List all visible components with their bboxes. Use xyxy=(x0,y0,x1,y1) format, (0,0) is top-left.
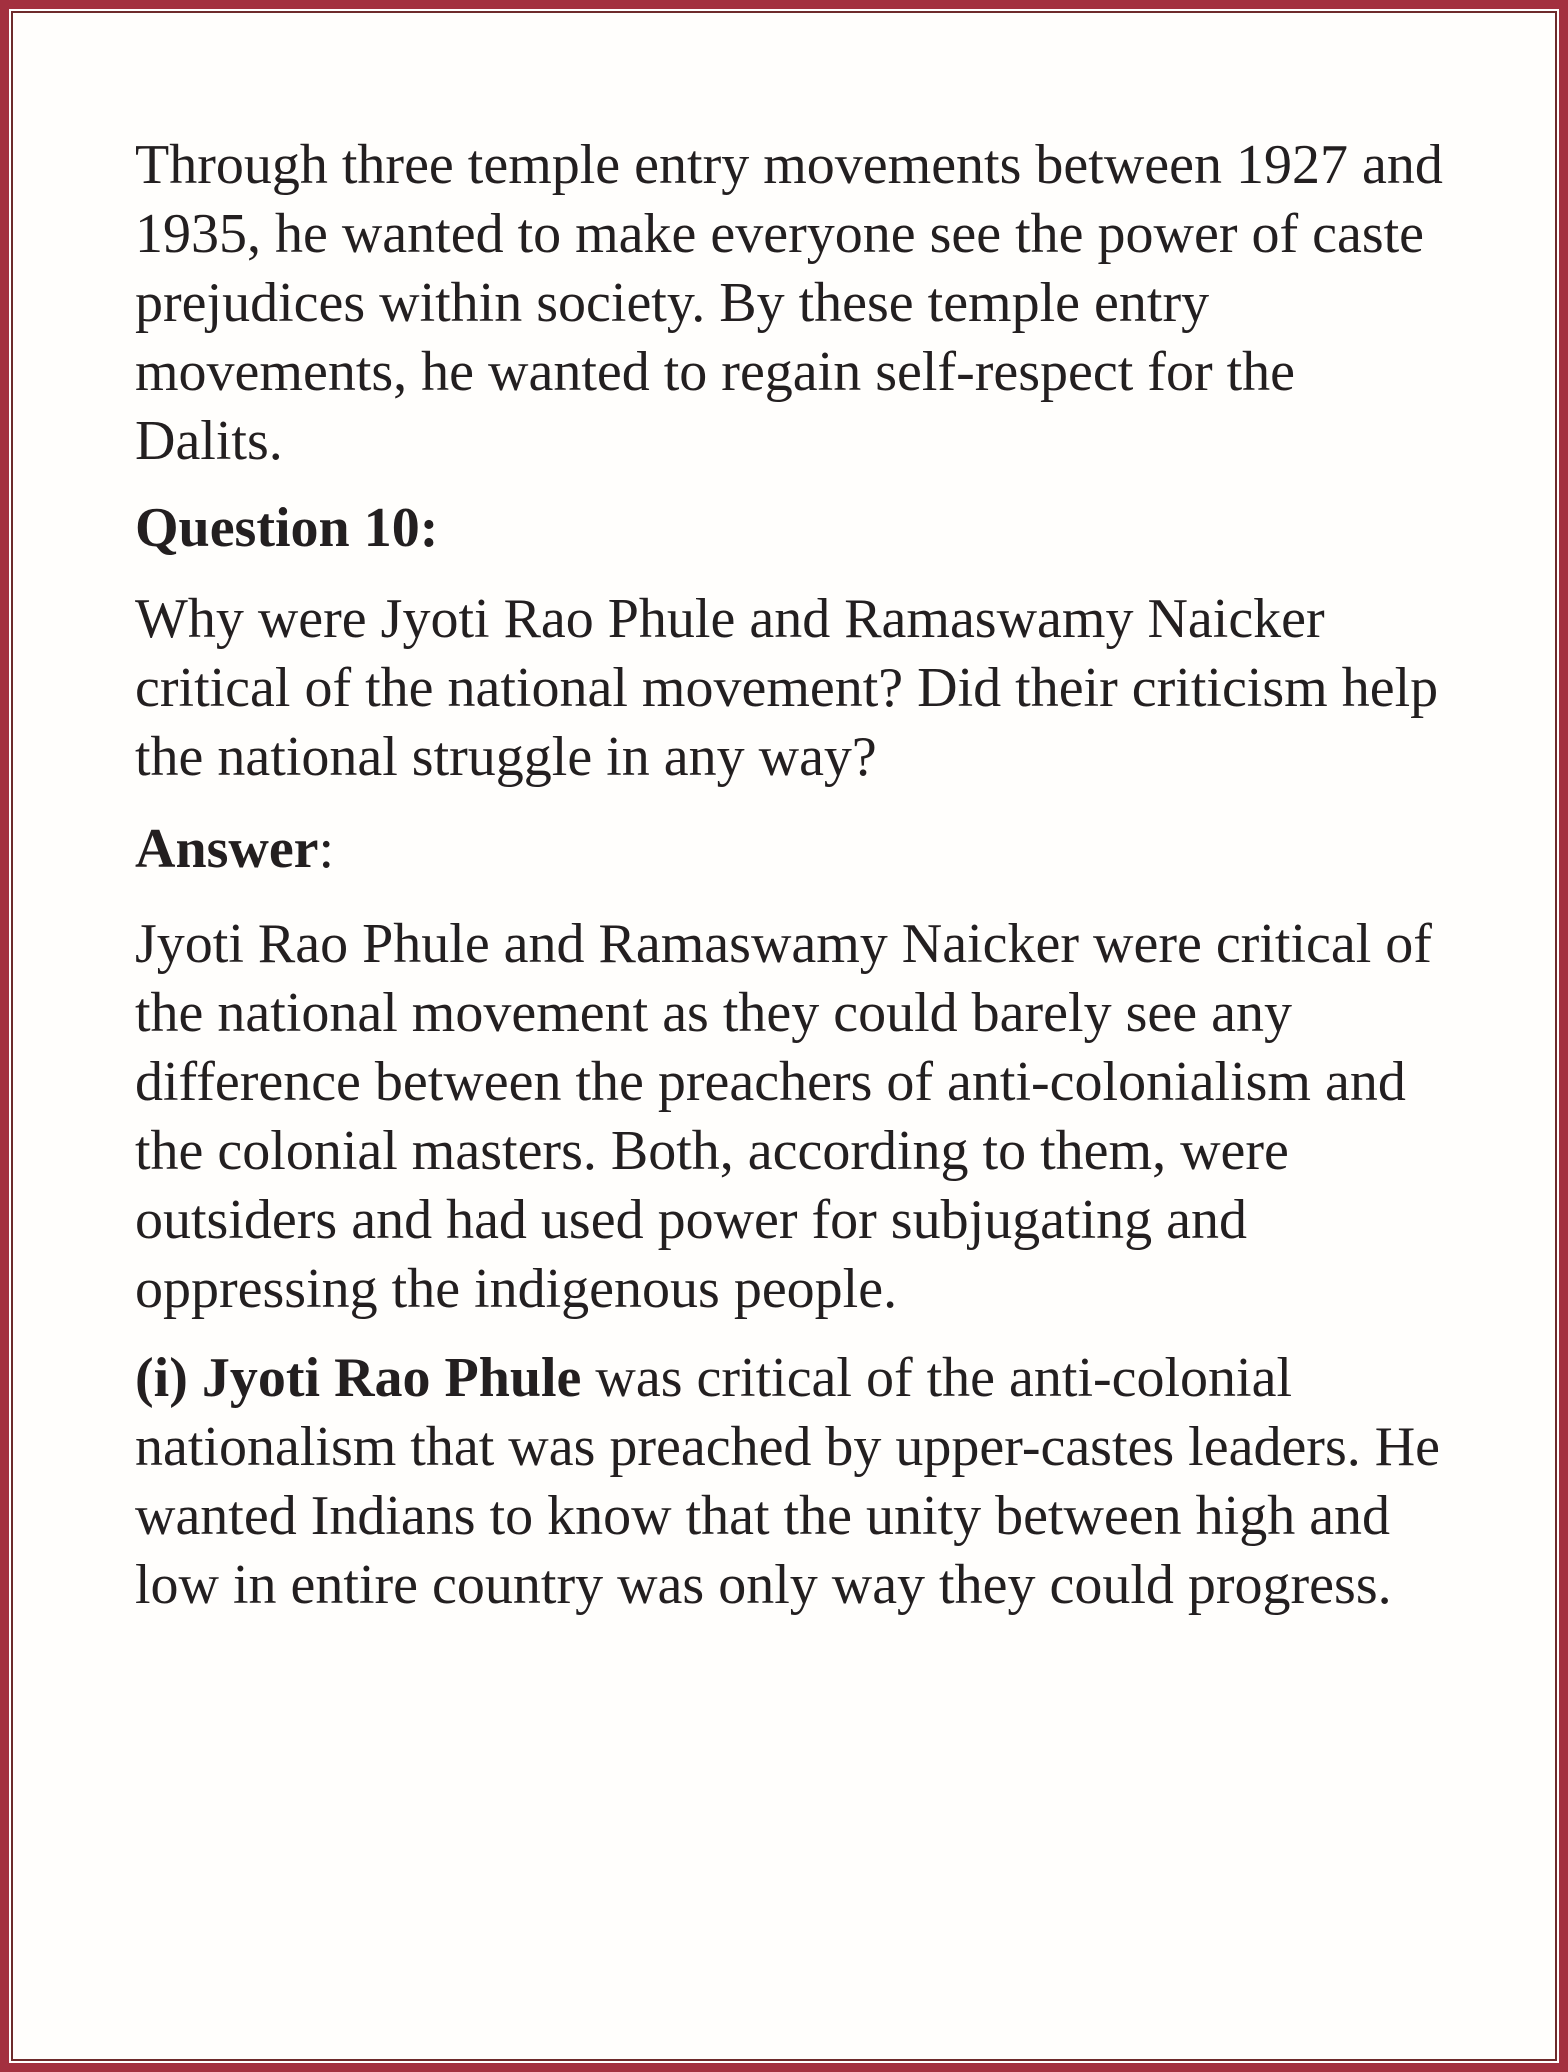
point-line: low in entire country was only way they could progress. xyxy=(135,1554,1392,1616)
question-heading-text: Question 10: xyxy=(135,497,439,559)
answer-line: difference between the preachers of anti-colonialism and xyxy=(135,1051,1406,1113)
question-line: Why were Jyoti Rao Phule and Ramaswamy Naicker xyxy=(135,588,1325,650)
point-line: nationalism that was preached by upper-castes leaders. He xyxy=(135,1416,1441,1478)
paragraph-line: prejudices within society. By these temple entry xyxy=(135,272,1210,334)
answer-heading xyxy=(135,815,334,884)
question-heading xyxy=(135,494,438,563)
answer-line: Jyoti Rao Phule and Ramaswamy Naicker were critical of xyxy=(135,913,1432,975)
answer-colon: : xyxy=(318,818,335,880)
point-text: was critical of the anti-colonial xyxy=(581,1347,1293,1409)
answer-line: the colonial masters. Both, according to them, were xyxy=(135,1120,1289,1182)
paragraph-line: Dalits. xyxy=(135,410,283,472)
answer-line: the national movement as they could barely see any xyxy=(135,982,1292,1044)
answer-line: outsiders and had used power for subjugating and xyxy=(135,1189,1247,1251)
answer-line: oppressing the indigenous people. xyxy=(135,1258,898,1320)
question-line: the national struggle in any way? xyxy=(135,726,877,788)
paragraph-line: movements, he wanted to regain self-respect for the xyxy=(135,341,1296,403)
point-label: (i) Jyoti Rao Phule xyxy=(135,1347,582,1409)
answer-heading-text: Answer xyxy=(135,818,319,880)
point-line: wanted Indians to know that the unity between high and xyxy=(135,1485,1391,1547)
paragraph-line: 1935, he wanted to make everyone see the power of caste xyxy=(135,203,1425,265)
question-line: critical of the national movement? Did their criticism help xyxy=(135,657,1439,719)
point-line xyxy=(135,1344,1292,1413)
paragraph-line: Through three temple entry movements between 1927 and xyxy=(135,134,1443,196)
